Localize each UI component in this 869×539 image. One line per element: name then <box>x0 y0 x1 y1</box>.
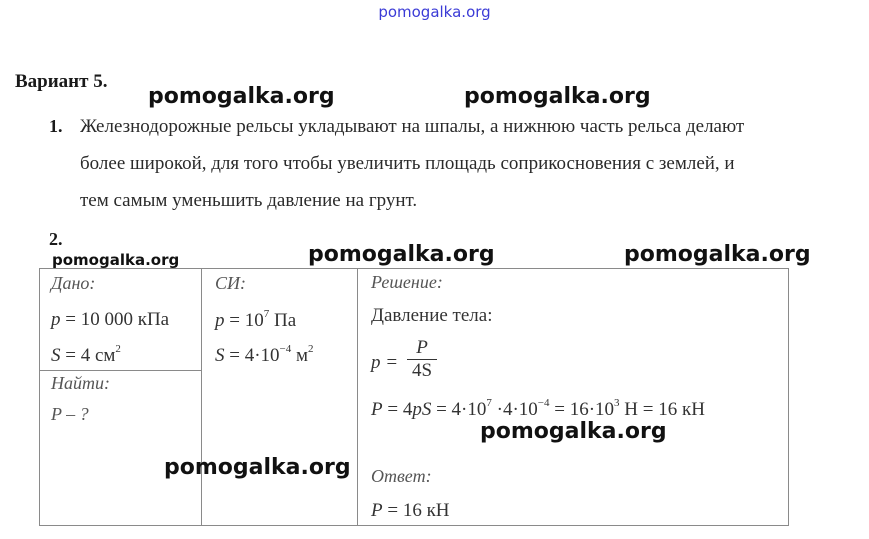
solution-label: Решение: <box>371 272 443 292</box>
watermark: pomogalka.org <box>52 251 180 269</box>
given-pressure: p = 10 000 кПа <box>51 309 170 330</box>
row-divider <box>39 370 201 371</box>
task2-number: 2. <box>49 229 63 249</box>
answer-value: P = 16 кН <box>371 500 450 521</box>
find-value: P – ? <box>51 404 89 424</box>
watermark: pomogalka.org <box>624 242 811 267</box>
watermark: pomogalka.org <box>480 419 667 444</box>
task1-line: Железнодорожные рельсы укладывают на шпалы, а нижнюю часть рельса делают <box>80 116 745 137</box>
task1-number: 1. <box>49 116 63 136</box>
solution-intro: Давление тела: <box>371 305 493 326</box>
watermark: pomogalka.org <box>464 84 651 109</box>
si-pressure: $p = 10^7$ Па <box>215 308 297 331</box>
answer-label: Ответ: <box>371 466 432 486</box>
si-label: СИ: <box>215 273 247 293</box>
given-label: Дано: <box>51 273 96 293</box>
variant-title: Вариант 5. <box>15 71 108 92</box>
fraction-denominator: 4S <box>411 360 433 381</box>
given-area: S = 4 $см^2$ <box>51 343 121 366</box>
find-label: Найти: <box>51 373 110 393</box>
fraction-numerator: P <box>416 337 428 358</box>
pressure-fraction <box>407 337 437 382</box>
formula-lhs: p = <box>371 352 399 373</box>
task1-line: более широкой, для того чтобы увеличить площадь соприкосновения с землей, и <box>80 153 735 174</box>
column-divider <box>201 268 202 525</box>
si-area: $S = 4\cdot 10^{-4}$ $м^2$ <box>215 343 314 366</box>
watermark: pomogalka.org <box>308 242 495 267</box>
header-watermark[interactable]: pomogalka.org <box>378 3 491 21</box>
task1-line: тем самым уменьшить давление на грунт. <box>80 190 418 211</box>
column-divider <box>357 268 358 525</box>
calculation: $P = 4pS = 4\cdot 10^7 \cdot 4\cdot 10^{-4} = 16\cdot 10^3$ Н = 16 кН <box>371 397 705 420</box>
watermark: pomogalka.org <box>148 84 335 109</box>
watermark: pomogalka.org <box>164 455 351 480</box>
